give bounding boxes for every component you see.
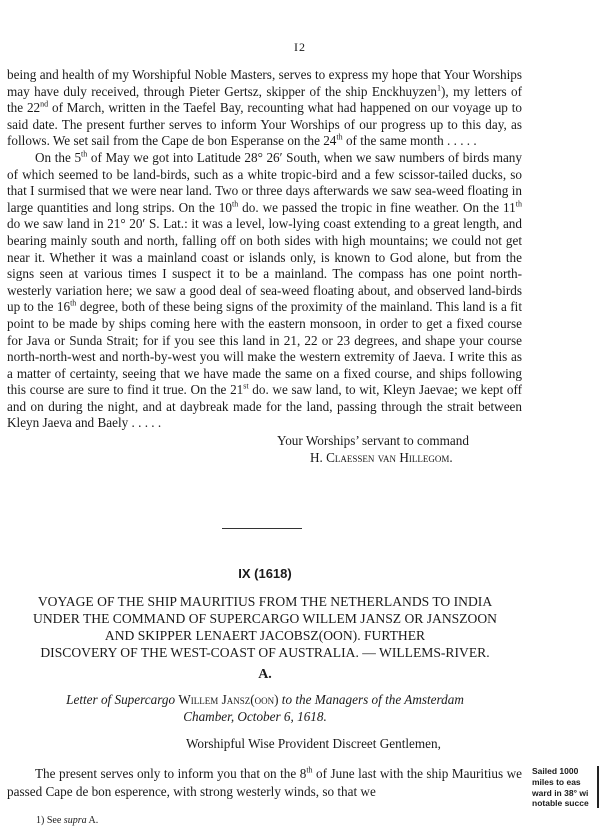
footnote-ref: 1: [437, 83, 442, 93]
section-heading: VOYAGE OF THE SHIP MAURITIUS FROM THE NETHERLANDS TO INDIA UNDER THE COMMAND OF SUPERCARGO WILLEM JANSZ OR JANSZOON AND SKIPPER LENAERT JACOBSZ(OON). FURTHER DISCOVERY OF THE WEST-COAST OF AUSTRALIA. — WILLEMS-RIVER.: [33, 594, 497, 660]
salutation: Worshipful Wise Provident Discreet Gentlemen,: [186, 736, 441, 751]
paragraph-3: The present serves only to inform you that on the 8th of June last with the ship Mauritius we passed Cape de bon esperence, with strong westerly winds, so that we: [7, 765, 522, 799]
letter-body: [7, 67, 522, 466]
section-number: IX (1618): [238, 566, 292, 581]
margin-note: Sailed 1000 miles to eas ward in 38° wi notable succe: [532, 766, 589, 809]
subsection-label: A.: [258, 667, 272, 682]
letter-title: Letter of Supercargo Willem Jansz(oon) to the Managers of the Amsterdam Chamber, October 6, 1618.: [66, 692, 464, 724]
paragraph-1: being and health of my Worshipful Noble Masters, serves to express my hope that Your Worships may have duly received, through Pieter Gertsz, skipper of the ship Enckhuyzen$^1$), my letters of the 22nd of March, written in the Taefel Bay, recounting what had happened on our voyage up to said date. The present further serves to inform Your Worships of our progress up to this day, as follows. We set sail from the Cape de bon Esperanse on the 24th of the same month . . . . .: [7, 67, 522, 149]
footnote: 1) See supra A.: [36, 815, 99, 826]
page-number: I2: [294, 40, 306, 54]
paragraph-2: On the 5th of May we got into Latitude 28° 26′ South, when we saw numbers of birds many of which seemed to be land-birds, such as a white tropic-bird and a few scissor-tailed ducks, so that I surmised that we were near land. Two or three days afterwards we saw sea-weed floating in large quantities and long strips. On the 10th do. we passed the tropic in fine weather. On the 11th do we saw land in 21° 20′ S. Lat.: it was a level, low-lying coast extending to a great length, and bearing mainly south and north, falling off on both sides with high mountains; we could not get near it. Whether it was a mainland coast or islands only, is known to God alone, but from the signs seen at various times I suspect it to be a mainland. The compass has one point north-westerly variation here; we saw a good deal of sea-weed floating about, and observed land-birds up to the 16th degree, both of these being signs of the proximity of the mainland. This land is a fit point to be made by ships coming here with the eastern monsoon, in order to get a fixed course for Java or Sunda Strait; for if you see this land in 21, 22 or 23 degrees, and shape your course north-north-west and north-by-west you will make the western extremity of Jaeva. I write this as a matter of certainty, seeing that we have made the same on a fixed course, and ships following this course are sure to find it true. On the 21st do. we saw land, to wit, Kleyn Jaevae; we kept off and on during the night, and at daybreak made for the land, passing through the strait between Kleyn Jaeva and Baely . . . . .: [7, 149, 522, 431]
margin-bar: [597, 766, 599, 808]
signature: [7, 433, 522, 466]
section-divider: [222, 528, 302, 529]
signature-name: H. Claessen van Hillegom.: [310, 449, 453, 465]
signature-closing: Your Worships’ servant to command: [277, 433, 469, 449]
